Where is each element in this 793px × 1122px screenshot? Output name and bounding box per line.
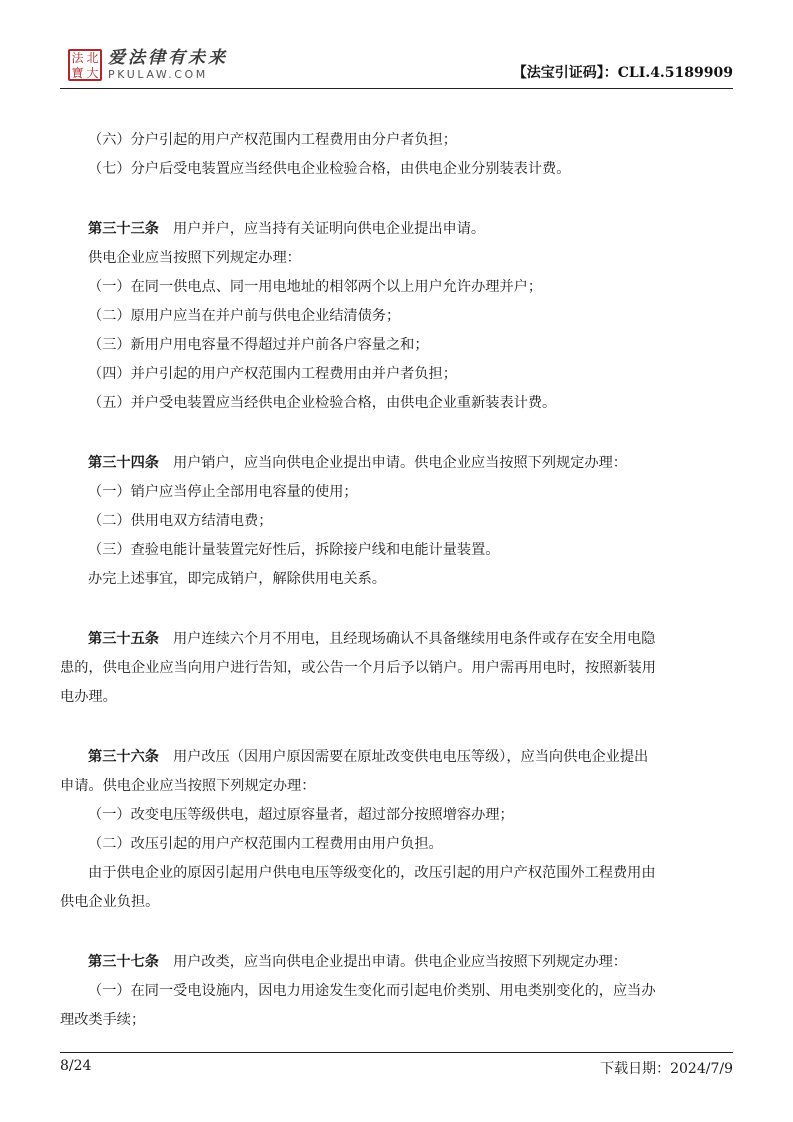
article-37	[60, 948, 732, 977]
article-text: 用户并户，应当持有关证明向供电企业提出申请。	[172, 221, 486, 237]
article-33	[60, 215, 732, 244]
article-title: 第三十四条	[88, 455, 159, 471]
citation-code: 【法宝引证码】：CLI.4.5189909	[512, 65, 733, 81]
text-line: （三）新用户用电容量不得超过并户前各户容量之和；	[88, 337, 429, 353]
text-line: （六）分户引起的用户产权范围内工程费用由分户者负担；	[88, 132, 457, 148]
document-body	[60, 126, 732, 1035]
article-title: 第三十七条	[88, 954, 159, 970]
seal-char: 北	[86, 50, 99, 65]
article-34	[60, 449, 732, 478]
text-line: 由于供电企业的原因引起用户供电电压等级变化的，改压引起的用户产权范围外工程费用由	[88, 865, 656, 881]
text-line: （一）销户应当停止全部用电容量的使用；	[88, 484, 358, 500]
text-line: （五）并户受电装置应当经供电企业检验合格，由供电企业重新装表计费。	[88, 395, 557, 411]
text-line: （一）在同一受电设施内，因电力用途发生变化而引起电价类别、用电类别变化的，应当办	[88, 983, 656, 999]
text-line: 理改类手续；	[60, 1012, 146, 1028]
footer-divider	[60, 1052, 733, 1053]
text-line: （二）原用户应当在并户前与供电企业结清债务；	[88, 308, 401, 324]
seal-char: 大	[86, 65, 99, 80]
logo-slogan: 爱法律有未来	[108, 48, 228, 68]
article-text: 用户销户，应当向供电企业提出申请。供电企业应当按照下列规定办理：	[172, 455, 627, 471]
text-line: （一）改变电压等级供电，超过原容量者，超过部分按照增容办理；	[88, 807, 514, 823]
article-text: 用户连续六个月不用电，且经现场确认不具备继续用电条件或存在安全用电隐	[172, 631, 656, 647]
text-line: （二）供用电双方结清电费；	[88, 513, 273, 529]
text-line: （二）改压引起的用户产权范围内工程费用由用户负担。	[88, 836, 443, 852]
text-line: （四）并户引起的用户产权范围内工程费用由并户者负担；	[88, 366, 457, 382]
text-line: 申请。供电企业应当按照下列规定办理：	[60, 778, 316, 794]
header-divider	[60, 88, 733, 89]
logo-seal	[68, 49, 102, 81]
text-line: 电办理。	[60, 689, 117, 705]
seal-char: 法	[71, 50, 84, 65]
article-text: 用户改压（因用户原因需要在原址改变供电电压等级），应当向供电企业提出	[172, 749, 649, 765]
seal-char: 寶	[71, 65, 84, 80]
article-title: 第三十三条	[88, 221, 159, 237]
page-header	[60, 44, 733, 92]
text-line: （七）分户后受电装置应当经供电企业检验合格，由供电企业分别装表计费。	[88, 161, 571, 177]
pkulaw-logo	[68, 48, 228, 81]
article-36	[60, 743, 732, 772]
article-text: 用户改类，应当向供电企业提出申请。供电企业应当按照下列规定办理：	[172, 954, 627, 970]
text-line: 供电企业负担。	[60, 894, 160, 910]
download-date: 下载日期：2024/7/9	[600, 1061, 733, 1077]
logo-domain: PKULAW.COM	[108, 68, 208, 81]
page-number: 8/24	[60, 1058, 92, 1074]
article-title: 第三十六条	[88, 749, 159, 765]
text-line: 供电企业应当按照下列规定办理：	[88, 250, 301, 266]
text-line: （三）查验电能计量装置完好性后，拆除接户线和电能计量装置。	[88, 542, 500, 558]
text-line: 患的，供电企业应当向用户进行告知，或公告一个月后予以销户。用户需再用电时，按照新装用	[60, 660, 656, 676]
text-line: 办完上述事宜，即完成销户，解除供用电关系。	[88, 571, 386, 587]
text-line: （一）在同一供电点、同一用电地址的相邻两个以上用户允许办理并户；	[88, 279, 543, 295]
article-title: 第三十五条	[88, 631, 159, 647]
article-35	[60, 625, 732, 654]
